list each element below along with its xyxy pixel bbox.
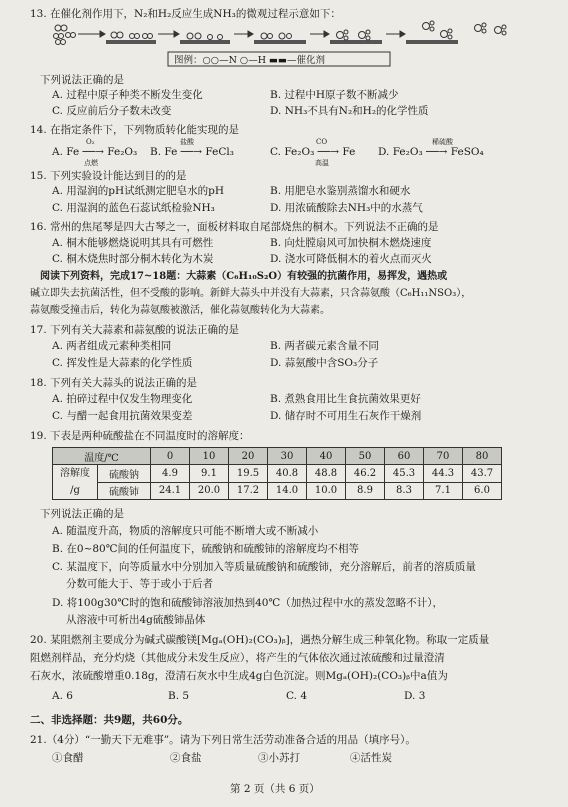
q16-option-d: D. 浇水可降低桐木的着火点而灭火 — [270, 253, 432, 265]
q18-stem: 18. 下列有关大蒜头的说法正确的是 — [30, 377, 198, 389]
q20-option-d: D. 3 — [404, 690, 426, 702]
q13-option-a: A. 过程中原子种类不断发生变化 — [52, 89, 203, 101]
reading-line-3: 蒜氨酸受撞击后，转化为蒜氨酸被激活，催化蒜氨酸转化为大蒜素。 — [30, 305, 330, 316]
q17-option-d: D. 蒜氨酸中含SO₃分子 — [270, 357, 379, 369]
table-temp-cell: 40 — [307, 448, 346, 465]
table-temp-cell: 0 — [151, 448, 190, 465]
q18-option-b: B. 煮熟食用比生食抗菌效果更好 — [270, 393, 421, 405]
table-cell: 8.3 — [385, 482, 424, 500]
q14-stem: 14. 在指定条件下，下列物质转化能实现的是 — [30, 124, 240, 136]
solubility-table — [52, 447, 502, 500]
q21-option-3: ③小苏打 — [258, 752, 300, 764]
q14-option-c: C. Fe₂O₃ ──→ Fe — [270, 146, 356, 158]
q15-option-c: C. 用湿润的蓝色石蕊试纸检验NH₃ — [52, 202, 215, 214]
q16-option-b: B. 向灶膛扇风可加快桐木燃烧速度 — [270, 237, 432, 249]
table-temp-cell: 20 — [229, 448, 268, 465]
q14-option-d: D. Fe₂O₃ ──→ FeSO₄ — [378, 146, 484, 158]
q15-option-d: D. 用浓硫酸除去NH₃中的水蒸气 — [270, 202, 423, 214]
q17-option-a: A. 两者组成元素种类相同 — [52, 340, 172, 352]
q20-line-1: 20. 某阻燃剂主要成分为碱式碳酸镁[Mgₐ(OH)₂(CO₃)ᵦ]，遇热分解生成三种氧化物。称取一定质量 — [30, 634, 490, 646]
q21-option-2: ②食盐 — [170, 752, 202, 764]
table-cell: 10.0 — [307, 482, 346, 500]
table-cell: 40.8 — [268, 465, 307, 483]
q13-stem: 13. 在催化剂作用下，N₂和H₂反应生成NH₃的微观过程示意如下： — [30, 8, 341, 20]
table-cell: 20.0 — [190, 482, 229, 500]
q17-option-b: B. 两者碳元素含量不同 — [270, 340, 379, 352]
table-temp-cell: 10 — [190, 448, 229, 465]
table-substance-name: 硫酸铈 — [98, 482, 151, 500]
table-temp-label: 温度/℃ — [53, 448, 151, 465]
q19-option-d-line2: 从溶液中可析出4g硫酸铈晶体 — [66, 614, 206, 626]
q16-option-a: A. 桐木能够燃烧说明其具有可燃性 — [52, 237, 214, 249]
reading-line-2: 碱立即失去抗菌活性，但不受酸的影响。新鲜大蒜头中并没有大蒜素，只含蒜氨酸（C₆H₁₁NSO₃）， — [30, 288, 472, 299]
table-cell: 45.3 — [385, 465, 424, 483]
q19-option-b: B. 在0~80℃间的任何温度下，硫酸钠和硫酸铈的溶解度均不相等 — [52, 543, 359, 555]
table-cell: 14.0 — [268, 482, 307, 500]
q14-c-condition-top: CO — [316, 138, 328, 146]
q14-option-a: A. Fe ──→ Fe₂O₃ — [52, 146, 138, 158]
table-cell: 43.7 — [463, 465, 502, 483]
table-cell: 17.2 — [229, 482, 268, 500]
q13-option-d: D. NH₃不具有N₂和H₂的化学性质 — [270, 105, 429, 117]
table-temp-cell: 80 — [463, 448, 502, 465]
table-row-label — [53, 465, 98, 500]
table-cell: 46.2 — [346, 465, 385, 483]
table-cell: 8.9 — [346, 482, 385, 500]
table-cell: 24.1 — [151, 482, 190, 500]
q20-option-b: B. 5 — [168, 690, 190, 702]
q13-option-c: C. 反应前后分子数未改变 — [52, 105, 172, 117]
q14-b-condition-top: 盐酸 — [180, 138, 194, 146]
q21-stem: 21.（4分）“一勤天下无难事”。请为下列日常生活劳动准备合适的用品（填序号）。 — [30, 734, 416, 746]
q21-option-4: ④活性炭 — [350, 752, 392, 764]
q17-option-c: C. 挥发性是大蒜素的化学性质 — [52, 357, 193, 369]
q18-option-d: D. 储存时不可用生石灰作干燥剂 — [270, 410, 422, 422]
table-cell: 44.3 — [424, 465, 463, 483]
q13-legend: 图例：○○—N ○—H ▬▬—催化剂 — [174, 55, 325, 66]
q14-a-condition-top: O₂ — [86, 138, 95, 146]
page-footer: 第 2 页（共 6 页） — [230, 783, 320, 795]
table-row-label-top: 溶解度 — [60, 468, 90, 479]
q19-option-d-line1: D. 将100g30℃时的饱和硫酸铈溶液加热到40℃（加热过程中水的蒸发忽略不计）， — [52, 597, 443, 609]
q19-option-c-line1: C. 某温度下，向等质量水中分别加入等质量硫酸钠和硫酸铈，充分溶解后，前者的溶质质量 — [52, 561, 476, 573]
q14-a-condition-bottom: 点燃 — [84, 159, 98, 167]
table-cell: 7.1 — [424, 482, 463, 500]
table-row-label-bottom: /g — [70, 485, 80, 496]
table-cell: 6.0 — [463, 482, 502, 500]
q14-option-b: B. Fe ──→ FeCl₃ — [150, 146, 234, 158]
table-temp-cell: 70 — [424, 448, 463, 465]
q20-line-2: 阻燃剂样品，充分灼烧（其他成分未发生反应），将产生的气体依次通过浓硫酸和过量澄清 — [30, 652, 445, 664]
q14-c-condition-bottom: 高温 — [315, 159, 329, 167]
table-cell: 19.5 — [229, 465, 268, 483]
q19-prompt: 下列说法正确的是 — [40, 508, 124, 520]
q18-option-a: A. 拍碎过程中仅发生物理变化 — [52, 393, 193, 405]
q16-option-c: C. 桐木烧焦时部分桐木转化为木炭 — [52, 253, 214, 265]
q14-d-condition-top: 稀硫酸 — [432, 138, 453, 146]
table-substance-name: 硫酸钠 — [98, 465, 151, 483]
table-cell: 9.1 — [190, 465, 229, 483]
table-temp-cell: 60 — [385, 448, 424, 465]
section-2-heading: 二、非选择题：共9题，共60分。 — [30, 714, 189, 726]
q19-stem: 19. 下表是两种硫酸盐在不同温度时的溶解度： — [30, 430, 250, 442]
q13-prompt: 下列说法正确的是 — [40, 74, 124, 86]
table-cell: 4.9 — [151, 465, 190, 483]
q19-option-a: A. 随温度升高，物质的溶解度只可能不断增大或不断减小 — [52, 525, 319, 537]
q21-option-1: ①食醋 — [52, 752, 84, 764]
q20-line-3: 石灰水，浓硫酸增重0.18g，澄清石灰水中生成4g白色沉淀。则Mgₐ(OH)₂(CO₃)ᵦ中a值为 — [30, 670, 448, 682]
table-cell: 48.8 — [307, 465, 346, 483]
q15-option-a: A. 用湿润的pH试纸测定肥皂水的pH — [52, 185, 225, 197]
q13-option-b: B. 过程中H原子数不断减少 — [270, 89, 399, 101]
q20-option-a: A. 6 — [52, 690, 73, 702]
q19-option-c-line2: 分数可能大于、等于或小于后者 — [66, 578, 213, 590]
q16-stem: 16. 常州的焦尾琴是四大古琴之一，面板材料取自尾部烧焦的桐木。下列说法不正确的是 — [30, 221, 439, 233]
q15-option-b: B. 用肥皂水鉴别蒸馏水和硬水 — [270, 185, 411, 197]
q17-stem: 17. 下列有关大蒜素和蒜氨酸的说法正确的是 — [30, 324, 240, 336]
q20-option-c: C. 4 — [286, 690, 308, 702]
q15-stem: 15. 下列实验设计能达到目的的是 — [30, 170, 187, 182]
q18-option-c: C. 与醋一起食用抗菌效果变差 — [52, 410, 193, 422]
table-temp-cell: 50 — [346, 448, 385, 465]
reading-line-1: 阅读下列资料，完成17~18题：大蒜素（C₆H₁₀S₂O）有较强的抗菌作用，易挥发，遇热或 — [40, 271, 448, 282]
table-temp-cell: 30 — [268, 448, 307, 465]
